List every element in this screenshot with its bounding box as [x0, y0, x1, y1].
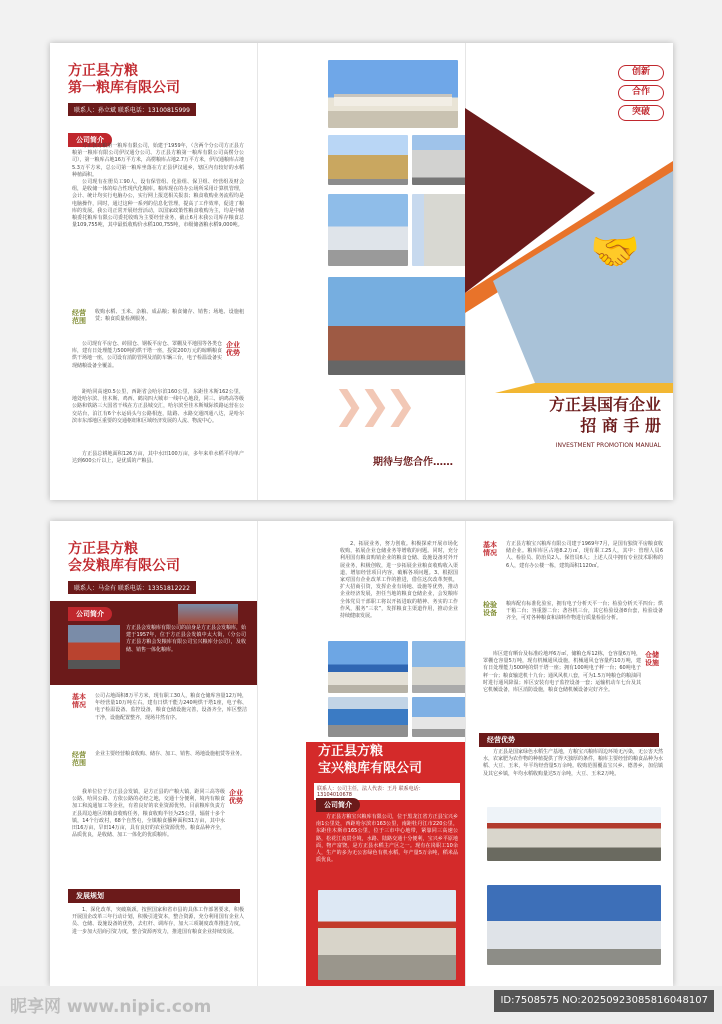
warehouse-photo	[328, 641, 408, 693]
badge-cooperation: 合作	[618, 85, 664, 101]
slogan: 期待与您合作……	[373, 457, 453, 468]
baoxing-title-line2: 宝兴粮库有限公司	[318, 761, 423, 776]
storage-facilities	[483, 651, 663, 694]
silo-photo	[412, 135, 465, 185]
advantage-text-1: 公司现有平房仓、砖圆仓、钢板平房仓、罩棚及平地囤等各类仓库，建有日处理能力500吨的烘干塔一座，投资200万元的晾晒粮食烘干场地一座，公司设有消防管网及消防车辆三台，电子检温设备实现储粮设备全覆盖。	[72, 341, 223, 369]
handshake-icon: 🤝	[590, 229, 640, 275]
intro-paragraph-1: 方正县方粮第一粮库有限公司，始建于1959年，（含两个分公司方正县方粮第一粮库有限公司伊汉通分公司、方正县方粮第一粮库有限公司高楞分公司），第一粮库占地16万平方米，高楞粮库占地2.7万平方米，伊汉通粮库占地5.3万平方米，总公司第一粮库坐落在方正县伊汉通乡，辖区内有较好的水稻种植面积。	[72, 143, 244, 178]
brochure-outer-side	[50, 43, 673, 500]
watermark-id: ID:7508575 NO:20250923085816048107	[494, 990, 714, 1012]
panel-baoxing-details	[465, 521, 673, 986]
intro-heading: 公司简介	[68, 607, 112, 621]
dev-plan-heading: 发展规划	[68, 889, 240, 903]
dev-plan-text: 1、深化改革，突破瓶颈。按照国家和省市县的具体工作部署要求，积极开展国企改革三年行动计划，积极引进资本，整合资源，充分利用国有企业人员、仓储、设施设备的优势，去杠杆、调库存，加大三项制度改革推进力度，进一步加大招商引资力度，整合资源再发力，推进国有粮食企业持续发展。	[72, 907, 244, 935]
watermark-logo-text: 昵享网 www.nipic.com	[10, 997, 212, 1017]
warehouse-photo	[328, 194, 408, 266]
watermark-logo	[10, 992, 211, 1017]
advantage-text-2: 距哈同高速0.5公里，西距省会哈尔滨160公里，东距佳木斯162公里，地处哈尔滨、佳木斯、鸡西、鹤岗四大城市一线中心地段，同三、讷鸡高等级公路和铁路三大国省干线在方正县城交汇，哈尔滨至佳木斯城际铁路运营在公交站台，泊江有6个水运码头与公路相连，陆路、水路交通四通八达，是哈尔滨市东部地区重要的交通枢纽和区域经济发展的人流、物流中心。	[72, 389, 244, 424]
advantage-block	[72, 789, 247, 839]
cover-yellow-stripe	[495, 383, 673, 393]
test-label: 检验设备	[483, 601, 497, 617]
silo-photo	[412, 194, 465, 266]
basic-text: 公司占地面积8万平方米，现有职工30人，粮食仓储库容量12万吨，年经营量10万吨左右，建有日烘干能力240吨烘干塔1座，电子称、电子检温设备、监控设备，粮食仓储设施完善，设备齐全，库区整洁干净，设施配置整齐，现场井然有序。	[95, 693, 247, 721]
badge-breakthrough: 突破	[618, 105, 664, 121]
cover-subtitle: INVESTMENT PROMOTION MANUAL	[555, 442, 661, 449]
basic-info	[72, 693, 247, 722]
advantage-text: 我单位位于方正县会发镇，是方正县的产粮大镇，距同三高等级公路，哈同公路、方依公路的必经之地，交通十分便利，境内有粮食加工和流通加工等企业，有着良好的农业资源优势。目前粮库负责方正县周边地区的粮食收购任务，粮食收购半径为25公里，辐射十多个镇，14个行政村，68个自然屯，全镇粮食播种面积31万亩，其中水田16万亩，旱田14万亩，具有良好的农业资源优势。粮食品种齐全，品质优良，是收储、加工一体化的优质粮库。	[72, 789, 225, 839]
brochure-inner-side	[50, 521, 673, 986]
baoxing-text: 方正县方粮宝兴粮库有限公司，位于黑龙江省方正县宝兴乡南1公里处，西距哈尔滨市163公里，南距牡丹江市220公里，东距佳木斯市165公里，位于三市中心地带，紧靠同三高速公路，松花江流贯全境，水路、陆路交通十分便利，宝兴乡平原地面，物产富饶，是方正县水稻主产区之一。现有在岗职工10余人，生产的多为无公害绿色有机水稻，年产量5万余吨，稻米品质优良。	[316, 814, 458, 864]
business-label: 经营范围	[72, 309, 86, 325]
scope-label: 经营范围	[72, 751, 86, 767]
intro-text	[72, 143, 244, 229]
business-scope	[72, 751, 247, 767]
advantage-heading: 经营优势	[479, 733, 659, 747]
baoxing-box	[306, 742, 465, 986]
cover-graphic	[465, 43, 673, 403]
storage-text: 库区建有晒台及标准砼地坪6万㎡，储粮仓库12栋，仓容量6万吨，罩棚仓容量5万吨，现有机械通风设施，机械通风仓容量约10万吨，建有日处理能力500吨的烘干塔一座；拥有100吨电子秤一台；60吨电子秤一台；粮食输送机十九台；通风风机八套，可为1.5万吨粮仓的粮油同时进行通风降温；库区安装有电子监控设备一套；运输机动车七台及其它机械设备，库区消防设施，粮食仓储机械设备完好齐全。	[483, 651, 641, 694]
company-title-line2: 第一粮库有限公司	[68, 80, 180, 96]
advantage-text-3: 方正县总耕地面积126万亩，其中水田100万亩，多年来单水稻平均单产达到600公斤以上，是优质的产粮县。	[72, 451, 244, 465]
panel-plan-and-baoxing	[257, 521, 465, 986]
baoxing-heading: 公司简介	[316, 798, 360, 812]
panel-first-granary	[50, 43, 257, 500]
intro-paragraph-2: 公司现有在册员工90人，设有保管组、化验组、保卫组、经营组及财会组，是收储一体的综合性现代化粮库。粮库现在的办公场所采用计算机管理，会计、统计均实行电脑办公，实行网上报送相关报表；粮食收购业务流程均是电脑操作，同时，通过这种一系列的信息化管理，提高了工作效率，促进了粮库的发展。我公司正常开展经营活动，以国家政策性粮食收购为主，均是中储粮委托粮库有限公司委托收购为主要经营业务，截止6月末我公司库存粮食总量109,755吨，其中最低收购价水稻100,755吨，市级储备粮水稻9,000吨。	[72, 179, 244, 229]
intro-box	[50, 601, 257, 685]
baoxing-contact: 联系人：公司主任，法人代表：王丹 联系电话：13104010678	[314, 783, 460, 800]
cover-title-line2: 招 商 手 册	[580, 416, 661, 435]
contact-bar: 联系人：马金有 联系电话：13351812222	[68, 581, 196, 594]
granary-yard-photo	[487, 807, 661, 861]
advantage-label: 企业优势	[229, 789, 243, 805]
brick-warehouse-photo	[328, 277, 465, 375]
intro-heading: 公司简介	[68, 133, 112, 147]
silo-photo	[328, 697, 408, 737]
intro-text: 方正县会发粮库有限公司的前身是方正县会发粮库，始建于1957年，位于方正县会发镇中太大街，（分公司方正县方粮会发粮库有限公司宝兴粮库分公司），及收储、销售一体化粮库。	[126, 625, 247, 653]
business-text: 收购水稻、玉米、杂粮、成品粮；粮食储存、销售；场地、设施租赁；粮食质量检测服务。	[95, 309, 244, 323]
advantage-block-1	[72, 341, 244, 370]
panel-cover	[465, 43, 673, 500]
warehouse-photo	[412, 641, 465, 693]
chevron-arrows-icon: ❯❯❯	[333, 383, 411, 427]
warehouse-photo	[487, 885, 661, 965]
watermark-strip	[0, 986, 722, 1024]
granary-gate-photo	[318, 890, 456, 980]
advantage-text: 方正县是国家绿色水稻生产基地，方粮宝兴粮库周边环境无污染，无公害天然水，农家肥为农作物的种植提供了得天独厚的条件，粮库主要经营的粮食品种为水稻、大豆、玉米，年平均经营量5万余吨。收购范围覆盖宝兴乡、德善乡，加信镇及其它乡镇，年均水稻收购量达5万余吨，大豆、玉米2万吨。	[483, 749, 664, 777]
company-title-line1: 方正县方粮	[68, 63, 138, 79]
storage-label: 仓储设施	[645, 651, 659, 667]
cover-title-line1: 方正县国有企业	[548, 395, 661, 414]
baoxing-title-line1: 方正县方粮	[318, 744, 384, 759]
company-title-line2: 会发粮库有限公司	[68, 558, 180, 574]
scope-text: 企业主要经营粮食收购、储存、加工、销售、场地设施租赁等业务。	[95, 751, 246, 757]
contact-bar: 联系人：孙立斌 联系电话：13100815999	[68, 103, 196, 116]
cover-title-block	[465, 395, 661, 449]
basic-info	[483, 541, 663, 570]
basic-label: 基本情况	[72, 693, 86, 709]
warehouse-photo	[412, 697, 465, 737]
test-text: 粮库配有标准化验室，拥有电子分析天平一台；检验分析天平四台；烘干箱二台；容重器二台；砻谷机三台，其它检验设备8台套，检验设备齐全，可对各种粮食和油料作物进行质量检验分析。	[506, 601, 663, 622]
business-scope	[72, 309, 244, 325]
granary-photo	[328, 135, 408, 185]
test-equipment	[483, 601, 663, 623]
basic-label: 基本情况	[483, 541, 497, 557]
plan-text: 2、拓展业务，努力创收。积极探索开展市场化收购，拓展企业仓储业务等增收的问题。同时，充分利用国有粮食购销企业的粮食仓储、设施设备对外开展业务，积极创收，进一步拓展企业粮食收购收入渠道，增加经营项目内容，破解各项问题。3、根据国家对国有企业改革工作的推进，借住这次改革契机，扩大招商引资，发挥企业有场地、设施等优势，推动企业经济发展，担任当地的粮食仓储企业，会发粮库全体党员干部职工将以开拓进取的精神、务实的工作作风，服务“三农”，发挥粮食主渠道作用，推动企业持续健康发展。	[340, 541, 458, 620]
granary-photo	[68, 625, 120, 669]
basic-text: 方正县方粮宝兴粮库有限公司建于1969年7月，是国有独资平房粮食收储企业。粮库库区占地8.2万㎡，现有职工25人，其中：管理人员6人、检验员、防治员2人、保管员6人；上述人员中拥有专业技术职称的6人，建有办公楼一栋，建筑面积1120㎡。	[506, 541, 663, 569]
panel-huifa-granary	[50, 521, 257, 986]
company-title-line1: 方正县方粮	[68, 541, 138, 557]
panel-photo-gallery	[257, 43, 465, 500]
granary-photo	[178, 604, 238, 624]
advantage-label: 企业优势	[226, 341, 240, 357]
badge-innovation: 创新	[618, 65, 664, 81]
granary-photo	[328, 60, 458, 128]
